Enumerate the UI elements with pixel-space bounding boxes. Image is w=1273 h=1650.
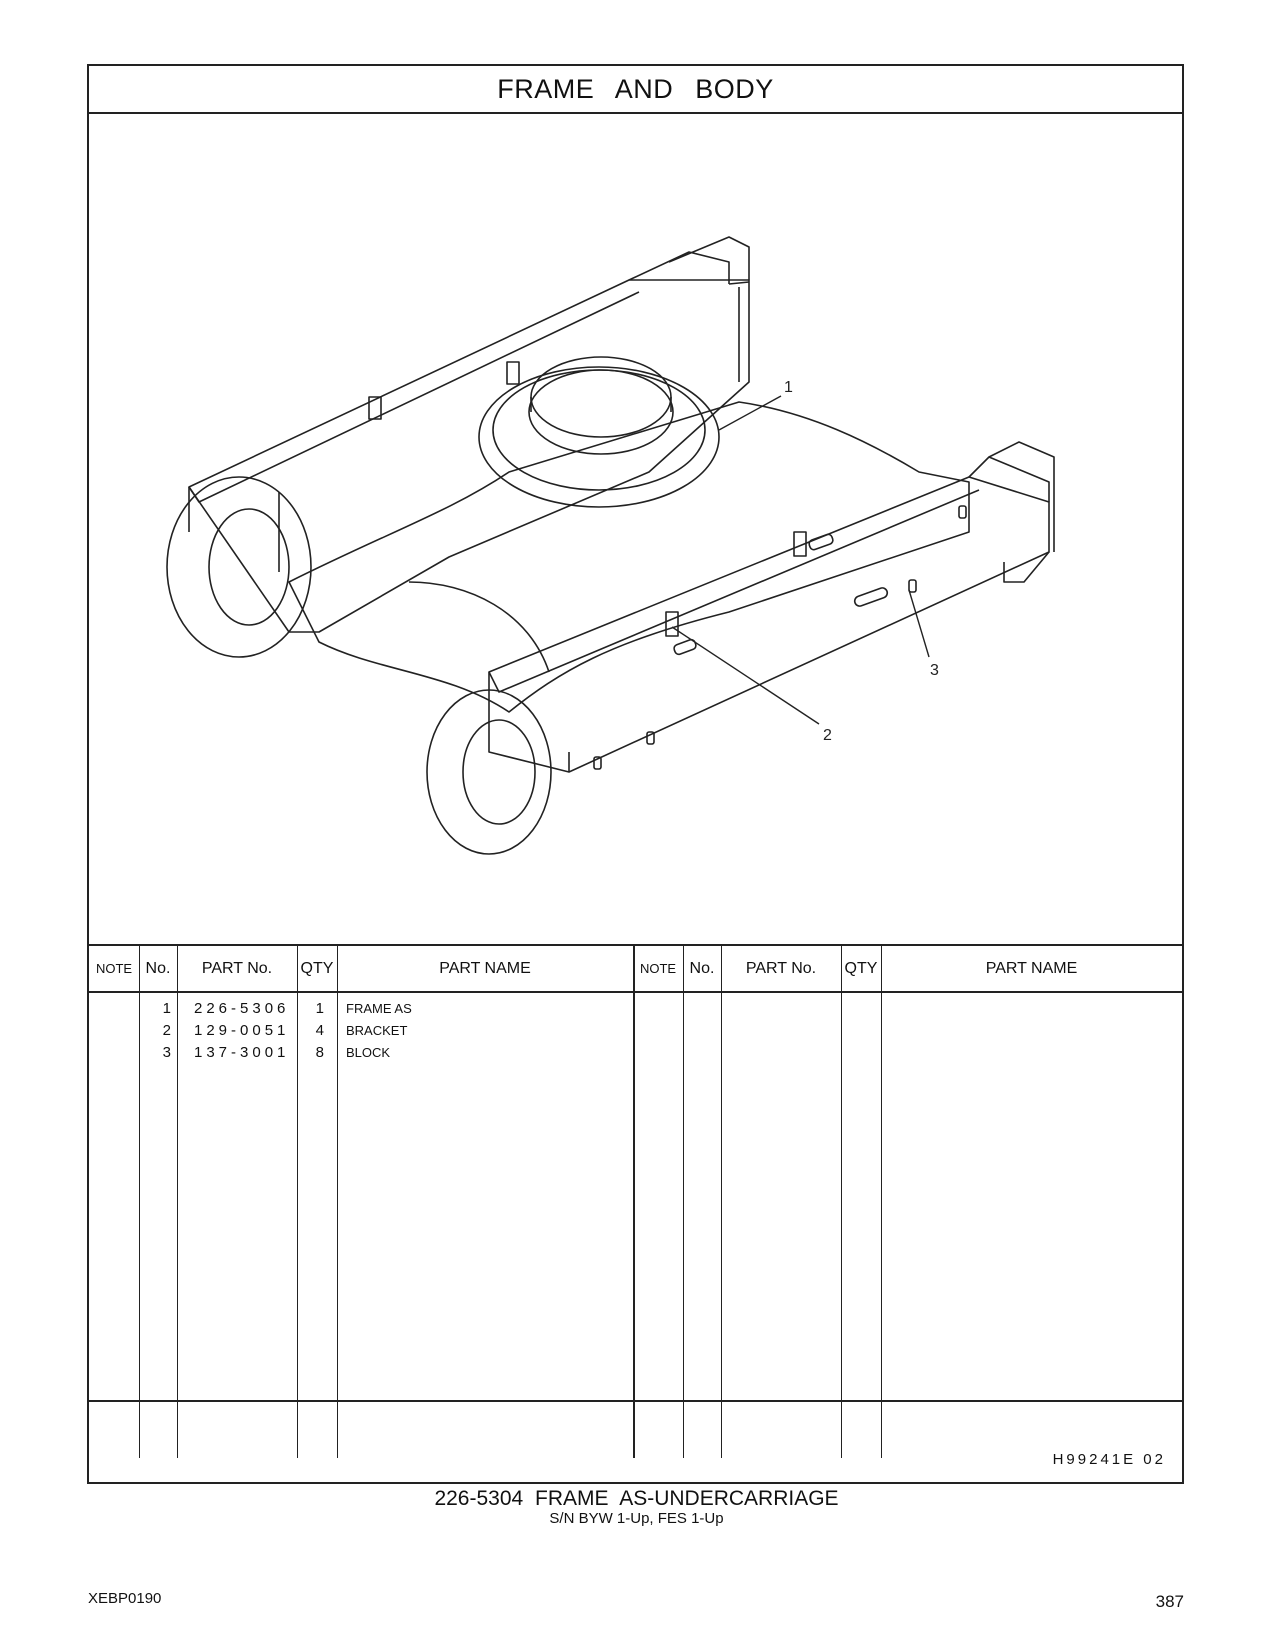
part-name: FRAME AS	[346, 1001, 412, 1016]
part-name: BLOCK	[346, 1045, 391, 1060]
callout-1: 1	[784, 379, 793, 396]
undercarriage-frame-drawing	[89, 112, 1182, 944]
header-note-right: NOTE	[639, 961, 677, 976]
sheet-footer	[89, 1400, 1182, 1482]
quantity: 1	[315, 1000, 324, 1017]
header-no-right: No.	[689, 959, 715, 977]
header-qty-left: QTY	[300, 959, 334, 977]
table-header	[89, 946, 1182, 993]
header-partname-left: PART NAME	[439, 959, 531, 977]
callout-2: 2	[823, 727, 832, 744]
header-note-left: NOTE	[95, 961, 133, 976]
parts-sheet	[87, 64, 1184, 1484]
table-row	[89, 998, 1182, 1020]
quantity: 4	[315, 1022, 324, 1039]
callout-3: 3	[930, 662, 939, 679]
part-number: 137-3001	[194, 1044, 290, 1061]
exploded-illustration	[89, 112, 1182, 944]
parts-table	[89, 944, 1182, 1458]
table-row	[89, 1042, 1182, 1064]
header-qty-right: QTY	[844, 959, 878, 977]
header-partno-left: PART No.	[201, 959, 273, 977]
drawing-code: H99241E 02	[1052, 1451, 1166, 1468]
document-id: XEBP0190	[88, 1590, 162, 1607]
assembly-caption: 226-5304 FRAME AS-UNDERCARRIAGE	[434, 1487, 839, 1510]
serial-range: S/N BYW 1-Up, FES 1-Up	[549, 1510, 724, 1527]
table-row	[89, 1020, 1182, 1042]
part-number: 226-5306	[194, 1000, 290, 1017]
part-name: BRACKET	[346, 1023, 408, 1038]
page-title: FRAME AND BODY	[89, 66, 1182, 114]
page-number: 387	[1155, 1592, 1184, 1611]
part-number: 129-0051	[194, 1022, 290, 1039]
quantity: 8	[315, 1044, 324, 1061]
item-number: 1	[162, 1000, 171, 1017]
item-number: 3	[162, 1044, 171, 1061]
header-partno-right: PART No.	[745, 959, 817, 977]
item-number: 2	[162, 1022, 171, 1039]
header-no-left: No.	[145, 959, 171, 977]
header-partname-right: PART NAME	[985, 959, 1078, 977]
